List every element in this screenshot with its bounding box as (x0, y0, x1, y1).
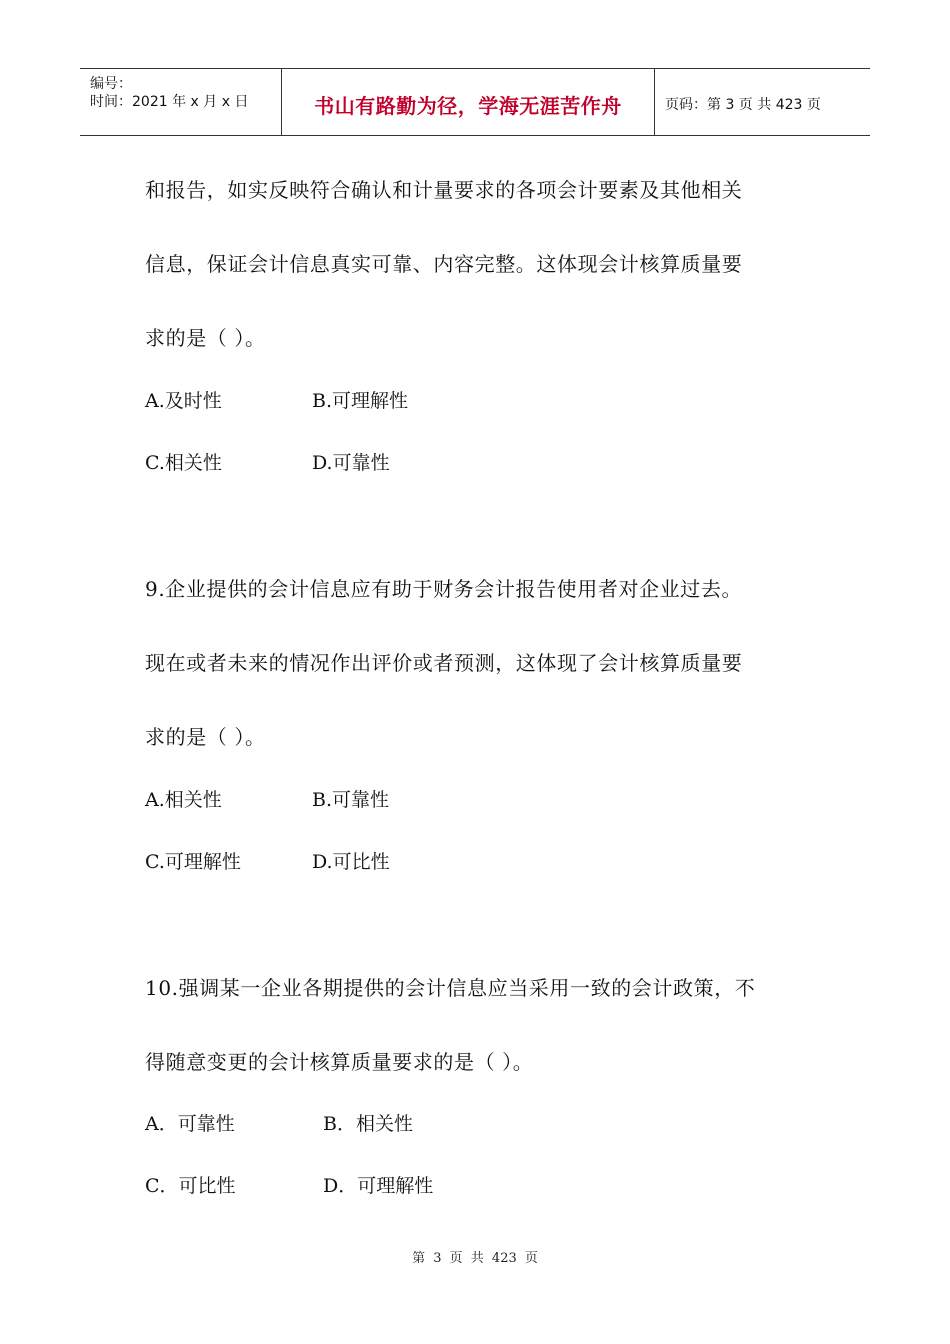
question9-option-a: A.相关性 (145, 789, 222, 811)
page-footer: 第 3 页 共 423 页 (412, 1251, 538, 1266)
question8-option-a: A.及时性 (145, 390, 222, 412)
header-meta-cell (80, 69, 282, 135)
question9-line1: 9.企业提供的会计信息应有助于财务会计报告使用者对企业过去。 (145, 577, 743, 601)
question8-option-c: C.相关性 (145, 452, 222, 474)
question10-line1: 10.强调某一企业各期提供的会计信息应当采用一致的会计政策，不 (145, 976, 756, 1000)
question9-option-d: D.可比性 (312, 851, 390, 873)
question8-line1: 和报告，如实反映符合确认和计量要求的各项会计要素及其他相关 (145, 178, 743, 202)
question9-line3: 求的是（ ）。 (145, 725, 266, 749)
question8-option-d: D.可靠性 (312, 452, 390, 474)
question9-option-c: C.可理解性 (145, 851, 241, 873)
header-motto-cell (282, 69, 655, 135)
header-motto: 书山有路勤为径，学海无涯苦作舟 (314, 93, 622, 118)
question8-line2: 信息，保证会计信息真实可靠、内容完整。这体现会计核算质量要 (145, 252, 743, 276)
header-page-cell (655, 69, 870, 135)
question10-option-b: B．相关性 (323, 1113, 413, 1135)
question10-option-c: C．可比性 (145, 1175, 236, 1197)
document-date-label: 时间：2021 年 x 月 x 日 (90, 94, 249, 110)
question10-option-a: A．可靠性 (145, 1113, 235, 1135)
question8-line3: 求的是（ ）。 (145, 326, 266, 350)
document-number-label: 编号： (90, 76, 132, 92)
question10-option-d: D．可理解性 (323, 1175, 434, 1197)
page-header (80, 68, 870, 136)
question9-option-b: B.可靠性 (312, 789, 390, 811)
question9-line2: 现在或者未来的情况作出评价或者预测，这体现了会计核算质量要 (145, 651, 743, 675)
question8-option-b: B.可理解性 (312, 390, 409, 412)
question10-line2: 得随意变更的会计核算质量要求的是（ ）。 (145, 1050, 534, 1074)
header-page-info: 页码：第 3 页 共 423 页 (665, 97, 821, 113)
